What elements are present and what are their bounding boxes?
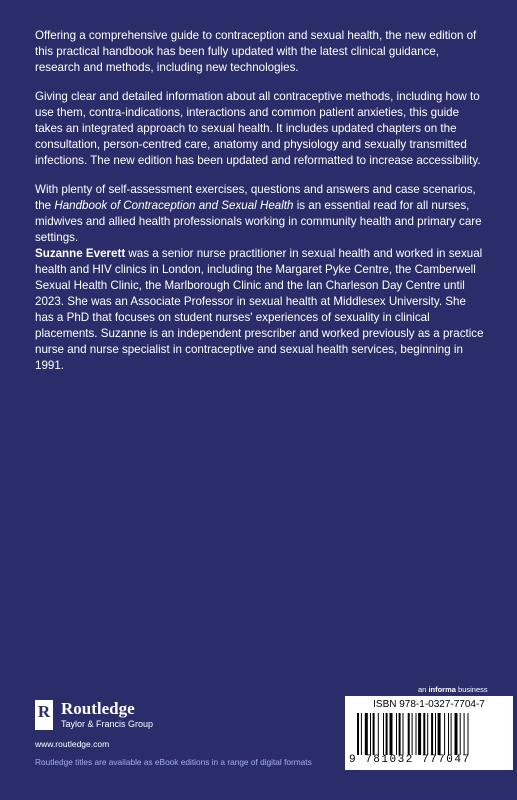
publisher-group: Taylor & Francis Group: [61, 719, 154, 729]
barcode-bar: [448, 713, 449, 755]
barcode-bar: [418, 713, 421, 755]
isbn-label: ISBN 978-1-0327-7704-7: [373, 699, 485, 710]
barcode-bar: [370, 713, 371, 755]
barcode-bar: [451, 713, 452, 755]
barcode-bar: [365, 713, 368, 755]
publisher-url[interactable]: www.routledge.com: [35, 739, 110, 749]
blurb-paragraph-3: [35, 182, 485, 246]
barcode-bar: [357, 713, 359, 755]
barcode-bar: [416, 713, 417, 755]
barcode-bar: [399, 713, 401, 755]
barcode-icon: [357, 713, 505, 755]
ean-digits: 9 781032 777047: [349, 754, 471, 766]
barcode-bar: [460, 713, 461, 755]
blurb-paragraph-1: Offering a comprehensive guide to contraception and sexual health, the new edition of this practical handbook has been fully updated with the latest clinical guidance, research and methods, including new technologies.: [35, 29, 477, 74]
blurb-paragraph-2: Giving clear and detailed information about all contraceptive methods, including how to use them, contra-indications, interactions and common patient anxieties, this guide takes an integrated approach to sexual health. It includes updated chapters on the consultation, person-centred care, anatomy and physiology and sexually transmitted infections. The new edition has been updated and reformatted to increase accessibility.: [35, 90, 481, 167]
blurb: [35, 28, 485, 259]
barcode-bar: [390, 713, 393, 755]
barcode-bar: [438, 713, 441, 755]
barcode-bar: [423, 713, 425, 755]
barcode-bar: [383, 713, 384, 755]
author-bio-text: was a senior nurse practitioner in sexual health and worked in sexual health and HIV clinics in London, including the Margaret Pyke Centre, the Camberwell Sexual Health Clinic, the Marlborough Clinic and the Ian Charleson Day Centre until 2023. She was an Associate Professor in sexual health at Middlesex University. She has a PhD that focuses on student nurses' experiences of sexuality in clinical placements. Suzanne is an independent prescriber and worked previously as a practice nurse and nurse specialist in contraceptive and sexual health services, beginning in 1991.: [35, 247, 484, 372]
barcode-bar: [378, 713, 379, 755]
barcode-bar: [468, 713, 469, 755]
barcode-bar: [444, 713, 445, 755]
barcode-bar: [408, 713, 410, 755]
barcode-bar: [361, 713, 362, 755]
barcode-bar: [455, 713, 458, 755]
book-title: Handbook of Contraception and Sexual Health: [54, 199, 294, 212]
barcode-bar: [427, 713, 428, 755]
routledge-logo-icon: R: [35, 700, 53, 730]
barcode-bar: [435, 713, 436, 755]
barcode-bar: [412, 713, 413, 755]
blurb-p3-post: is an essential read for all nurses, midwives and allied health professionals working in community health and primary care settings.: [35, 199, 482, 244]
author-bio: [35, 246, 487, 374]
blurb-p3-pre: With plenty of self-assessment exercises, questions and answers and case scenarios, the: [35, 183, 476, 212]
publisher-block: [35, 700, 275, 749]
publisher-name: Routledge: [61, 699, 135, 718]
ebook-note: Routledge titles are available as eBook editions in a range of digital formats: [35, 757, 312, 767]
barcode-box: [345, 696, 513, 770]
author-name: Suzanne Everett: [35, 247, 126, 260]
barcode-bar: [396, 713, 397, 755]
barcode-bar: [373, 713, 375, 755]
informa-tagline: an informa business: [418, 685, 488, 694]
barcode-bar: [386, 713, 388, 755]
barcode-bar: [403, 713, 404, 755]
barcode-bar: [431, 713, 433, 755]
barcode-bar: [464, 713, 465, 755]
